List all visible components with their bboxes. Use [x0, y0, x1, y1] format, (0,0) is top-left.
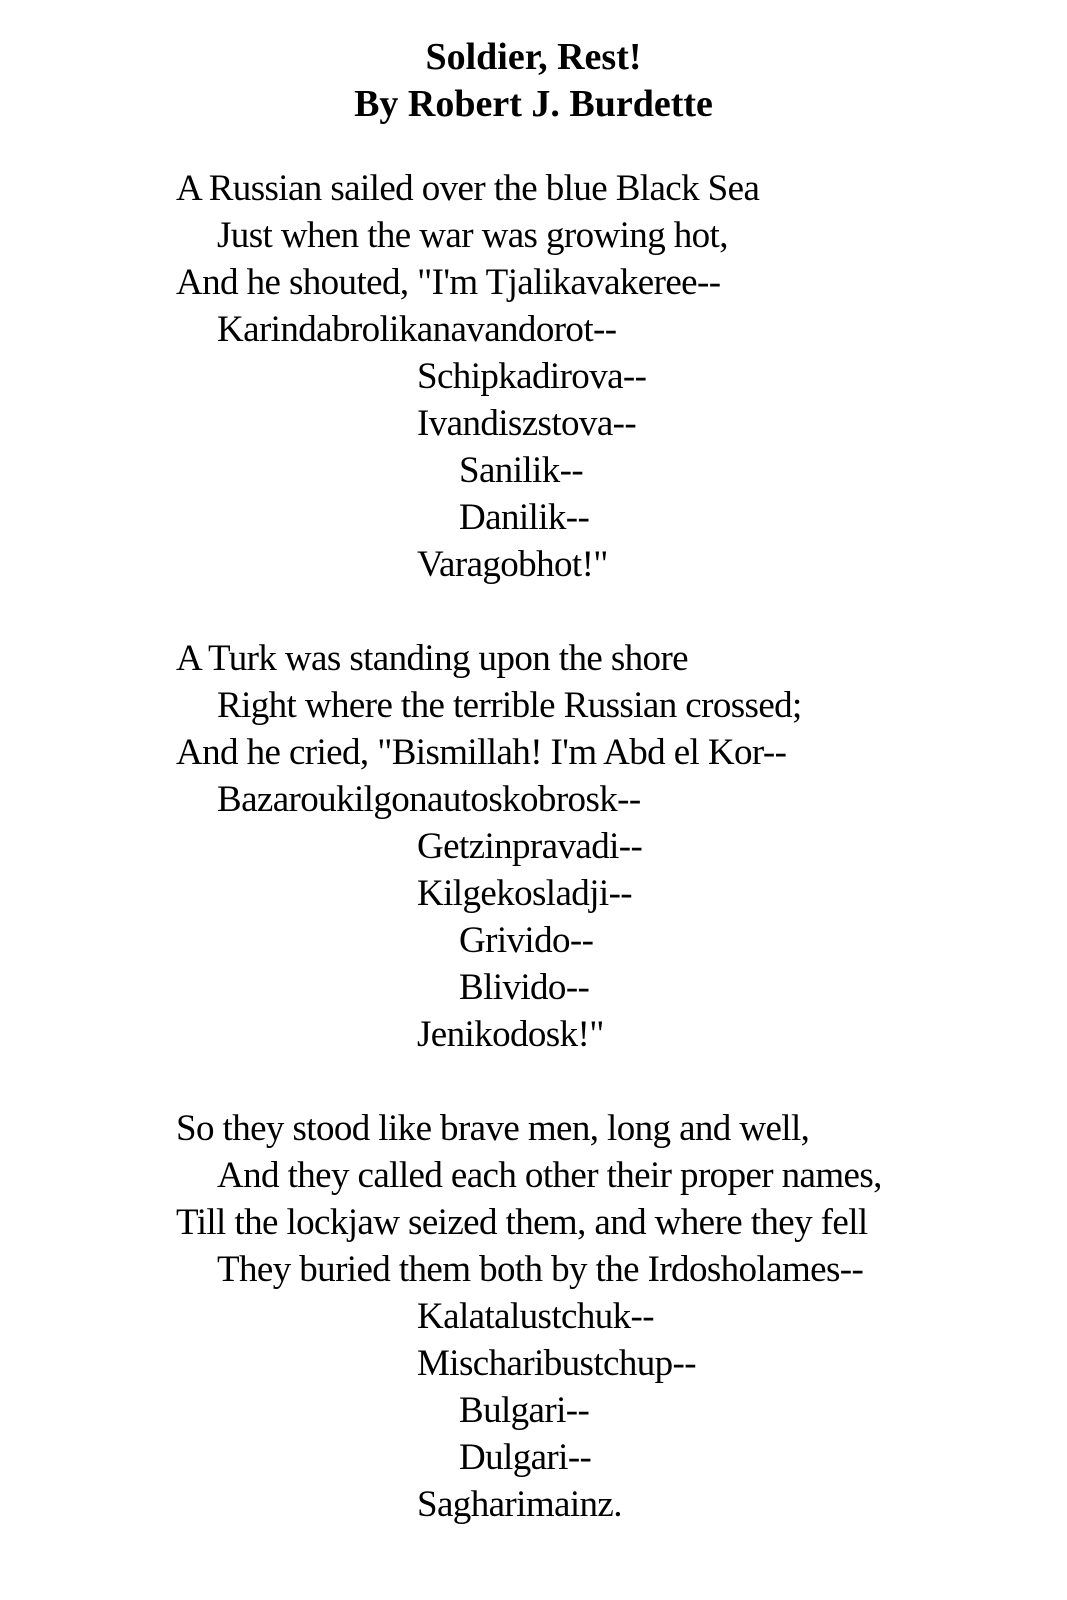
poem-line: Kilgekosladji-- [417, 873, 633, 914]
poem-line: Varagobhot!" [417, 544, 608, 585]
poem-line: Ivandiszstova-- [417, 403, 637, 444]
poem-line: Grivido-- [459, 920, 594, 961]
stanza-gap [176, 1058, 1056, 1105]
poem-author: By Robert J. Burdette [354, 83, 713, 125]
stanza-gap [176, 588, 1056, 635]
poem-line: Till the lockjaw seized them, and where they fell [176, 1202, 868, 1243]
poem-line: So they stood like brave men, long and well, [176, 1108, 810, 1149]
poem-line: They buried them both by the Irdosholames-- [217, 1249, 864, 1290]
poem-body [176, 165, 1056, 1528]
poem-line: Right where the terrible Russian crossed; [217, 685, 802, 726]
poem-line: Karindabrolikanavandorot-- [217, 309, 617, 350]
poem-line: Sanilik-- [459, 450, 584, 491]
poem-title: Soldier, Rest! [425, 36, 642, 78]
stanza [176, 635, 1056, 1058]
poem-line: Bulgari-- [459, 1390, 590, 1431]
poem-line: Sagharimainz. [417, 1484, 622, 1525]
poem-line: Blivido-- [459, 967, 590, 1008]
poem-line: Kalatalustchuk-- [417, 1296, 654, 1337]
poem-line: Danilik-- [459, 497, 590, 538]
poem-line: A Russian sailed over the blue Black Sea [176, 168, 760, 209]
title-block [0, 34, 1067, 128]
poem-line: And he shouted, "I'm Tjalikavakeree-- [176, 262, 721, 303]
poem-line: Mischaribustchup-- [417, 1343, 696, 1384]
stanza [176, 1105, 1056, 1528]
poem-line: And they called each other their proper names, [217, 1155, 882, 1196]
poem-line: Schipkadirova-- [417, 356, 647, 397]
poem-line: A Turk was standing upon the shore [176, 638, 688, 679]
poem-line: Bazaroukilgonautoskobrosk-- [217, 779, 641, 820]
stanza [176, 165, 1056, 588]
poem-line: Dulgari-- [459, 1437, 592, 1478]
poem-line: And he cried, "Bismillah! I'm Abd el Kor-- [176, 732, 787, 773]
poem-line: Just when the war was growing hot, [217, 215, 728, 256]
poem-line: Getzinpravadi-- [417, 826, 643, 867]
poem-line: Jenikodosk!" [417, 1014, 604, 1055]
